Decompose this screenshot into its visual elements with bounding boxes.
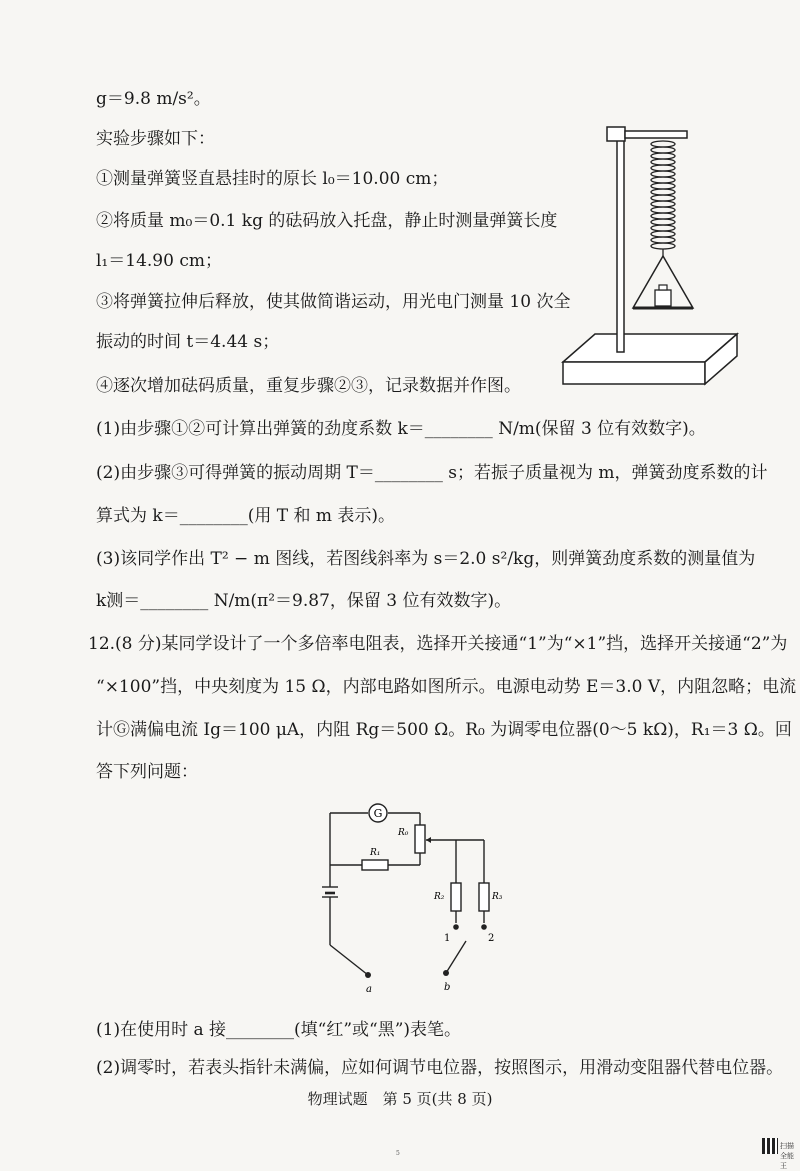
step-4: ④逐次增加砝码质量，重复步骤②③，记录数据并作图。: [96, 376, 521, 396]
qr-code-icon: [762, 1138, 778, 1154]
question-3b: k测＝________ N/m(π²＝9.87，保留 3 位有效数字)。: [96, 591, 512, 611]
question-2b: 算式为 k＝________(用 T 和 m 表示)。: [96, 506, 396, 526]
r1-label: R₁: [370, 848, 381, 858]
problem-12c: 计Ⓖ满偏电流 Ig＝100 μA，内阻 Rg＝500 Ω。R₀ 为调零电位器(0～5 kΩ)，R₁＝3 Ω。回: [96, 720, 792, 740]
a-label: a: [366, 984, 372, 995]
step-3a: ③将弹簧拉伸后释放，使其做简谐运动，用光电门测量 10 次全: [96, 292, 571, 312]
terminal-2-label: 2: [488, 933, 495, 944]
steps-title: 实验步骤如下：: [96, 129, 215, 149]
page-mark: 5: [396, 1150, 400, 1157]
question-2a: (2)由步骤③可得弹簧的振动周期 T＝________ s；若振子质量视为 m，弹簧劲度系数的计: [96, 463, 768, 483]
scanner-watermark: 扫描全能王: [780, 1142, 794, 1170]
step-2a: ②将质量 m₀＝0.1 kg 的砝码放入托盘，静止时测量弹簧长度: [96, 211, 558, 231]
ohmmeter-circuit-diagram: [320, 795, 520, 1000]
r3-label: R₃: [492, 892, 503, 902]
r0-label: R₀: [398, 828, 409, 838]
problem-12d: 答下列问题：: [96, 762, 198, 782]
step-3b: 振动的时间 t＝4.44 s；: [96, 332, 280, 352]
step-2b: l₁＝14.90 cm；: [96, 251, 222, 271]
r0-resistor: [415, 825, 425, 853]
spring-apparatus-figure: [555, 122, 745, 392]
problem-12a: 12.(8 分)某同学设计了一个多倍率电阻表，选择开关接通“1”为“×1”挡，选择开关接通“2”为: [88, 634, 788, 654]
question-1: (1)由步骤①②可计算出弹簧的劲度系数 k＝________ N/m(保留 3 位有效数字)。: [96, 419, 706, 439]
step-1: ①测量弹簧竖直悬挂时的原长 l₀＝10.00 cm；: [96, 169, 449, 189]
question-3a: (3)该同学作出 T² − m 图线，若图线斜率为 s＝2.0 s²/kg，则弹簧劲度系数的测量值为: [96, 549, 756, 569]
r2-resistor: [451, 883, 461, 911]
page-footer: 物理试题 第 5 页(共 8 页): [307, 1090, 493, 1108]
spring: [651, 141, 675, 249]
r1-resistor: [362, 860, 388, 870]
question-12-1: (1)在使用时 a 接________(填“红”或“黑”)表笔。: [96, 1020, 462, 1040]
terminal-1-label: 1: [444, 933, 451, 944]
b-label: b: [444, 982, 451, 993]
question-12-2: (2)调零时，若表头指针未满偏，应如何调节电位器，按照图示，用滑动变阻器代替电位器。: [96, 1058, 784, 1078]
problem-12b: “×100”挡，中央刻度为 15 Ω，内部电路如图所示。电源电动势 E＝3.0 V，内阻忽略；电流: [96, 677, 797, 697]
r3-resistor: [479, 883, 489, 911]
r2-label: R₂: [434, 892, 445, 902]
g-label: G: [373, 807, 383, 820]
gravity-line: g＝9.8 m/s²。: [96, 89, 211, 109]
